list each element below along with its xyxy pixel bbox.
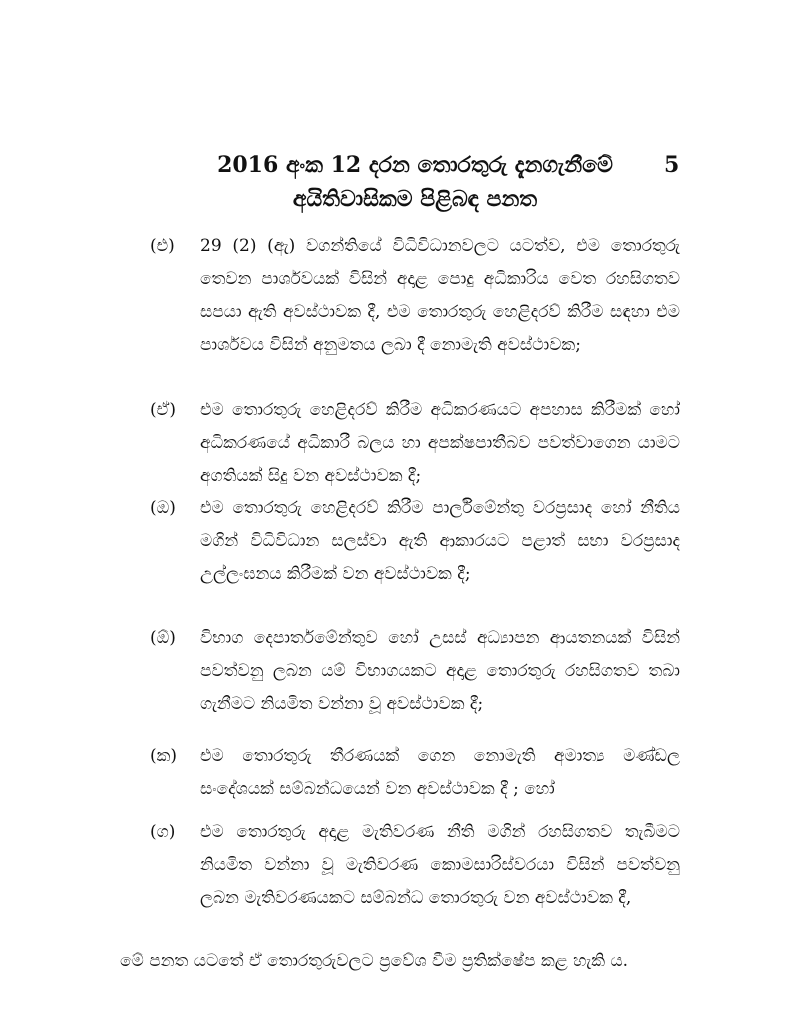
clause-marker: (ඒ): [150, 400, 176, 420]
clause-text: එම තොරතුරු හෙළිදරව් කිරීම පාර්ලිමේන්තු වරප්‍රසාද හෝ නීතිය මගින් විධිවිධාන සලස්වා ඇති ආකාරයට පළාත් සභා වරප්‍රසාද උල්ලංඝනය කිරීමක් වන අවස්ථාවක දී;: [200, 498, 680, 584]
clause-text: එම තොරතුරු හෙළිදරව් කිරීම අධිකරණයට අපහාස කිරීමක් හෝ අධිකරණයේ අධිකාරී බලය හා අපක්ෂපාතීබව පවත්වාගෙන යාමට අගතියක් සිදු වන අවස්ථාවක දී;: [200, 400, 680, 486]
closing-paragraph: මේ පනත යටතේ ඒ තොරතුරුවලට ප්‍රවේශ වීම ප්‍රතික්ෂේප කළ හැකි ය.: [120, 951, 629, 971]
clause-marker: (ඔ): [150, 498, 176, 518]
clause-marker: (ක): [150, 746, 178, 766]
clause-text: එම තොරතුරු තීරණයක් ගෙන නොමැති අමාත්‍ය මණ්ඩල සංදේශයක් සම්බන්ධයෙන් වන අවස්ථාවක දී ; හෝ: [200, 746, 680, 799]
page-number: 5: [664, 152, 680, 178]
clause-text: 29 (2) (ඇ) වගන්තියේ විධිවිධානවලට යටත්ව, එම තොරතුරු තෙවන පාර්ශවයක් විසින් අදාළ පොදු අධිකාරිය වෙත රහසිගතව සපයා ඇති අවස්ථාවක දී, එම තොරතුරු හෙළිදරව් කිරීම සඳහා එම පාර්ශවය විසින් අනුමතය ලබා දී නොමැති අවස්ථාවක;: [200, 236, 680, 355]
page-title-line-2: අයිතිවාසිකම පිළිබඳ පනත: [292, 186, 538, 212]
page-title: [185, 148, 645, 216]
clause-marker: (එ): [150, 236, 175, 256]
clause-marker: (ඕ): [150, 628, 176, 648]
clause-text: එම තොරතුරු අදාළ මැතිවරණ නීති මගින් රහසිගතව තැබීමට නියමිත වන්නා වූ මැතිවරණ කොමසාරිස්වරයා විසින් පවත්වනු ලබන මැතිවරණයකට සම්බන්ධ තොරතුරු වන අවස්ථාවක දී,: [200, 822, 680, 908]
clause-marker: (ග): [150, 822, 176, 842]
page-title-line-1: 2016 අංක 12 දරන තොරතුරු දැනගැනීමේ: [217, 152, 613, 178]
clause-text: විභාග දෙපාර්තමේන්තුව හෝ උසස් අධ්‍යාපන ආයතනයක් විසින් පවත්වනු ලබන යම් විභාගයකට අදාළ තොරතුරු රහසිගතව තබා ගැනීමට නියමිත වන්නා වූ අවස්ථාවක දී;: [200, 628, 680, 714]
